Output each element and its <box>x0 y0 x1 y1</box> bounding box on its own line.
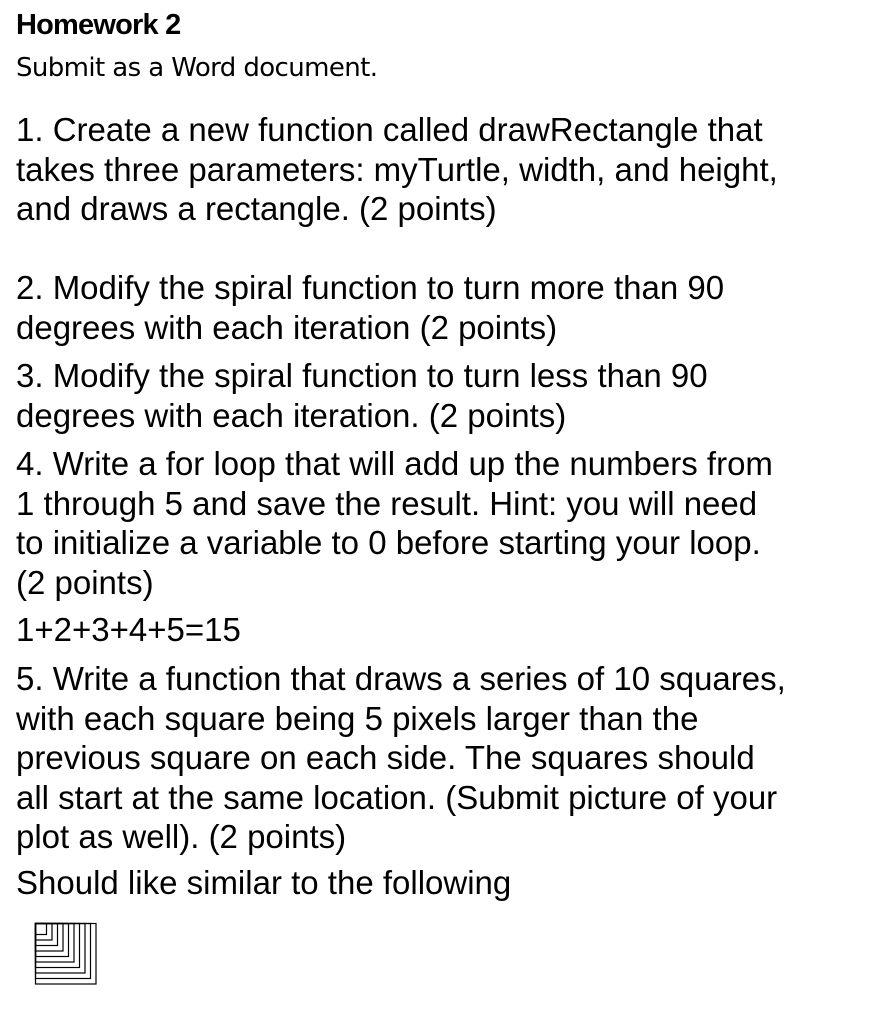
figure-caption: Should like similar to the following <box>16 864 512 901</box>
question-5 <box>16 659 876 857</box>
question-line: 3. Modify the spiral function to turn less than 90 <box>16 357 708 394</box>
square-outline <box>36 924 53 941</box>
question-line: 2. Modify the spiral function to turn more than 90 <box>16 269 725 306</box>
square-outline <box>36 924 47 935</box>
square-outline <box>36 924 86 974</box>
question-line: all start at the same location. (Submit picture of your <box>16 778 778 816</box>
question-line: 4. Write a for loop that will add up the numbers from <box>16 445 773 482</box>
question-line: 5. Write a function that draws a series of 10 squares, <box>16 660 786 697</box>
example-answer: 1+2+3+4+5=15 <box>16 611 241 648</box>
question-line: to initialize a variable to 0 before starting your loop. <box>16 524 761 561</box>
question-line: and draws a rectangle. (2 points) <box>16 190 497 227</box>
question-2 <box>16 268 876 347</box>
question-1 <box>16 110 876 229</box>
question-line: previous square on each side. The squares should <box>16 739 755 776</box>
question-line: plot as well). (2 points) <box>16 818 347 855</box>
page-title: Homework 2 <box>16 9 181 41</box>
square-outline <box>36 924 97 985</box>
question-line: takes three parameters: myTurtle, width, and height, <box>16 150 778 188</box>
question-line: degrees with each iteration (2 points) <box>16 308 558 346</box>
page-subtitle: Submit as a Word document. <box>16 53 378 83</box>
question-line: degrees with each iteration. (2 points) <box>16 396 567 434</box>
question-line: (2 points) <box>16 563 154 601</box>
nested-squares-figure <box>34 922 102 990</box>
question-4 <box>16 444 876 602</box>
question-line: 1 through 5 and save the result. Hint: you will need <box>16 484 758 522</box>
question-line: with each square being 5 pixels larger than the <box>16 699 699 737</box>
question-3 <box>16 356 876 435</box>
question-line: 1. Create a new function called drawRectangle that <box>16 111 763 148</box>
square-outline <box>36 924 64 952</box>
